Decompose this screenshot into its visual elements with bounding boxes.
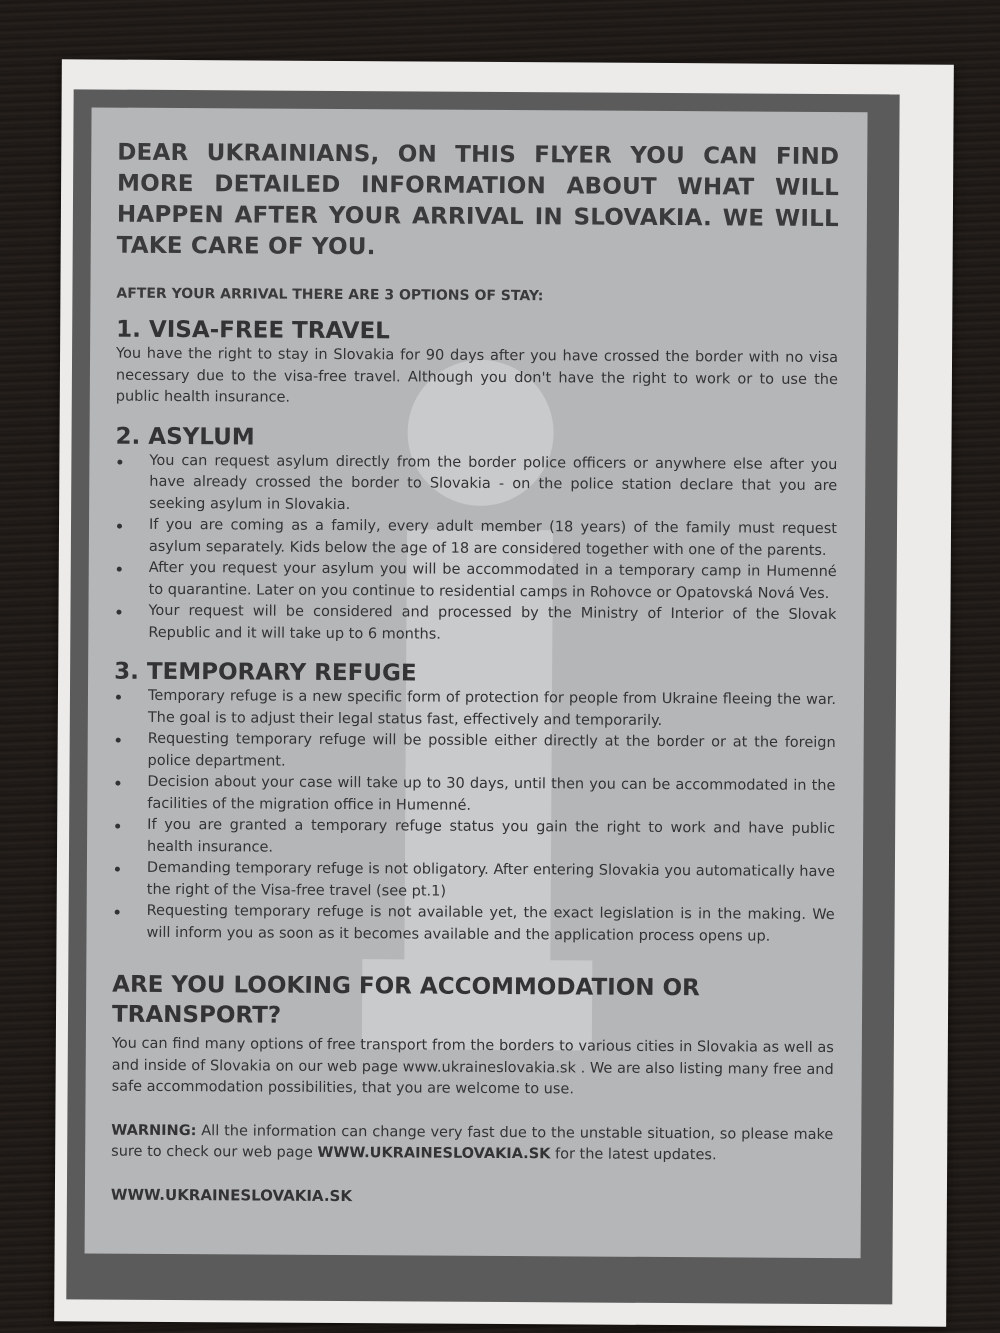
list-item [113,772,835,819]
bullet-icon [115,910,120,915]
warning-label: WARNING: [111,1122,197,1139]
flyer-paper [54,59,954,1326]
bullet-icon [116,738,121,743]
options-intro: AFTER YOUR ARRIVAL THERE ARE 3 OPTIONS OF STAY: [116,285,544,305]
list-item [114,686,836,733]
warning-text-before: All the information can change very fast due to the unstable situation, so please make sure to check our web page [111,1122,834,1161]
section-asylum-heading: 2. ASYLUM [115,423,255,450]
asylum-bullet-list [114,450,837,648]
footer-url: WWW.UKRAINESLOVAKIA.SK [110,1185,353,1205]
bullet-text: If you are coming as a family, every adult member (18 years) of the family must request asylum separately. Kids below the age of 18 are considered together with one of the parents. [148,516,838,559]
bullet-icon [117,567,122,572]
list-item [113,858,835,905]
bullet-icon [115,781,120,786]
bullet-text: Requesting temporary refuge is not available yet, the exact legislation is in the making. We will inform you as soon as it becomes available and the application process opens up. [146,902,835,945]
bullet-icon [115,867,120,872]
warning-text-after: for the latest updates. [550,1146,717,1164]
flyer-content [111,138,839,1208]
bullet-text: Your request will be considered and processed by the Ministry of Interior of the Slovak Republic and it will take up to 6 months. [148,602,837,643]
bullet-text: Decision about your case will take up to 30 days, until then you can be accommodated in the facilities of the migration office in Humenné. [147,773,836,814]
bullet-text: Demanding temporary refuge is not obligatory. After entering Slovakia you automatically have the right of the Visa-free travel (see pt.1) [146,859,835,900]
bullet-icon [117,524,122,529]
list-item [115,515,837,562]
bullet-icon [117,459,122,464]
bullet-text: You can request asylum directly from the border police officers or anywhere else after you have already crossed the border to Slovakia - on the police station declare that you are seeking asylum in Slovakia. [149,452,838,513]
list-item [114,601,836,648]
bullet-text: After you request your asylum you will be accommodated in a temporary camp in Humenné to quarantine. Later on you continue to residential camps in Rohovce or Opatovská Nová Ves. [148,559,837,602]
bullet-icon [116,695,121,700]
temporary-refuge-bullet-list [112,686,836,948]
list-item [115,558,837,605]
section-temporary-refuge-heading: 3. TEMPORARY REFUGE [114,658,417,687]
flyer-headline: DEAR UKRAINIANS, ON THIS FLYER YOU CAN FIND MORE DETAILED INFORMATION ABOUT WHAT WILL HAPPEN AFTER YOUR ARRIVAL IN SLOVAKIA. WE WILL TAKE CARE OF YOU. [116,139,840,261]
bullet-text: If you are granted a temporary refuge status you gain the right to work and have public health insurance. [147,816,836,856]
section-visa-free-text: You have the right to stay in Slovakia for 90 days after you have crossed the border with no visa necessary due to the visa-free travel. Although you don't have the right to work or to use the public health insurance. [115,345,839,406]
list-item [112,901,834,948]
warning-notice [111,1120,833,1167]
list-item [115,450,837,519]
bullet-text: Temporary refuge is a new specific form of protection for people from Ukraine fleeing the war. The goal is to adjust their legal status fast, effectively and temporarily. [147,687,837,729]
warning-url: WWW.UKRAINESLOVAKIA.SK [317,1144,551,1163]
list-item [113,815,835,862]
accommodation-heading: ARE YOU LOOKING FOR ACCOMMODATION OR TRANSPORT? [111,971,700,1029]
flyer-panel [85,107,868,1258]
bullet-icon [116,610,121,615]
bullet-icon [115,824,120,829]
accommodation-text: You can find many options of free transport from the borders to various cities in Slovakia as well as and inside of Slovakia on our web page www.ukraineslovakia.sk . We are also listing many free and safe accommodation possibilities, that you are welcome to use. [111,1035,834,1098]
list-item [114,729,836,776]
section-visa-free-heading: 1. VISA-FREE TRAVEL [116,316,390,345]
bullet-text: Requesting temporary refuge will be possible either directly at the border or at the foreign police department. [147,730,836,770]
